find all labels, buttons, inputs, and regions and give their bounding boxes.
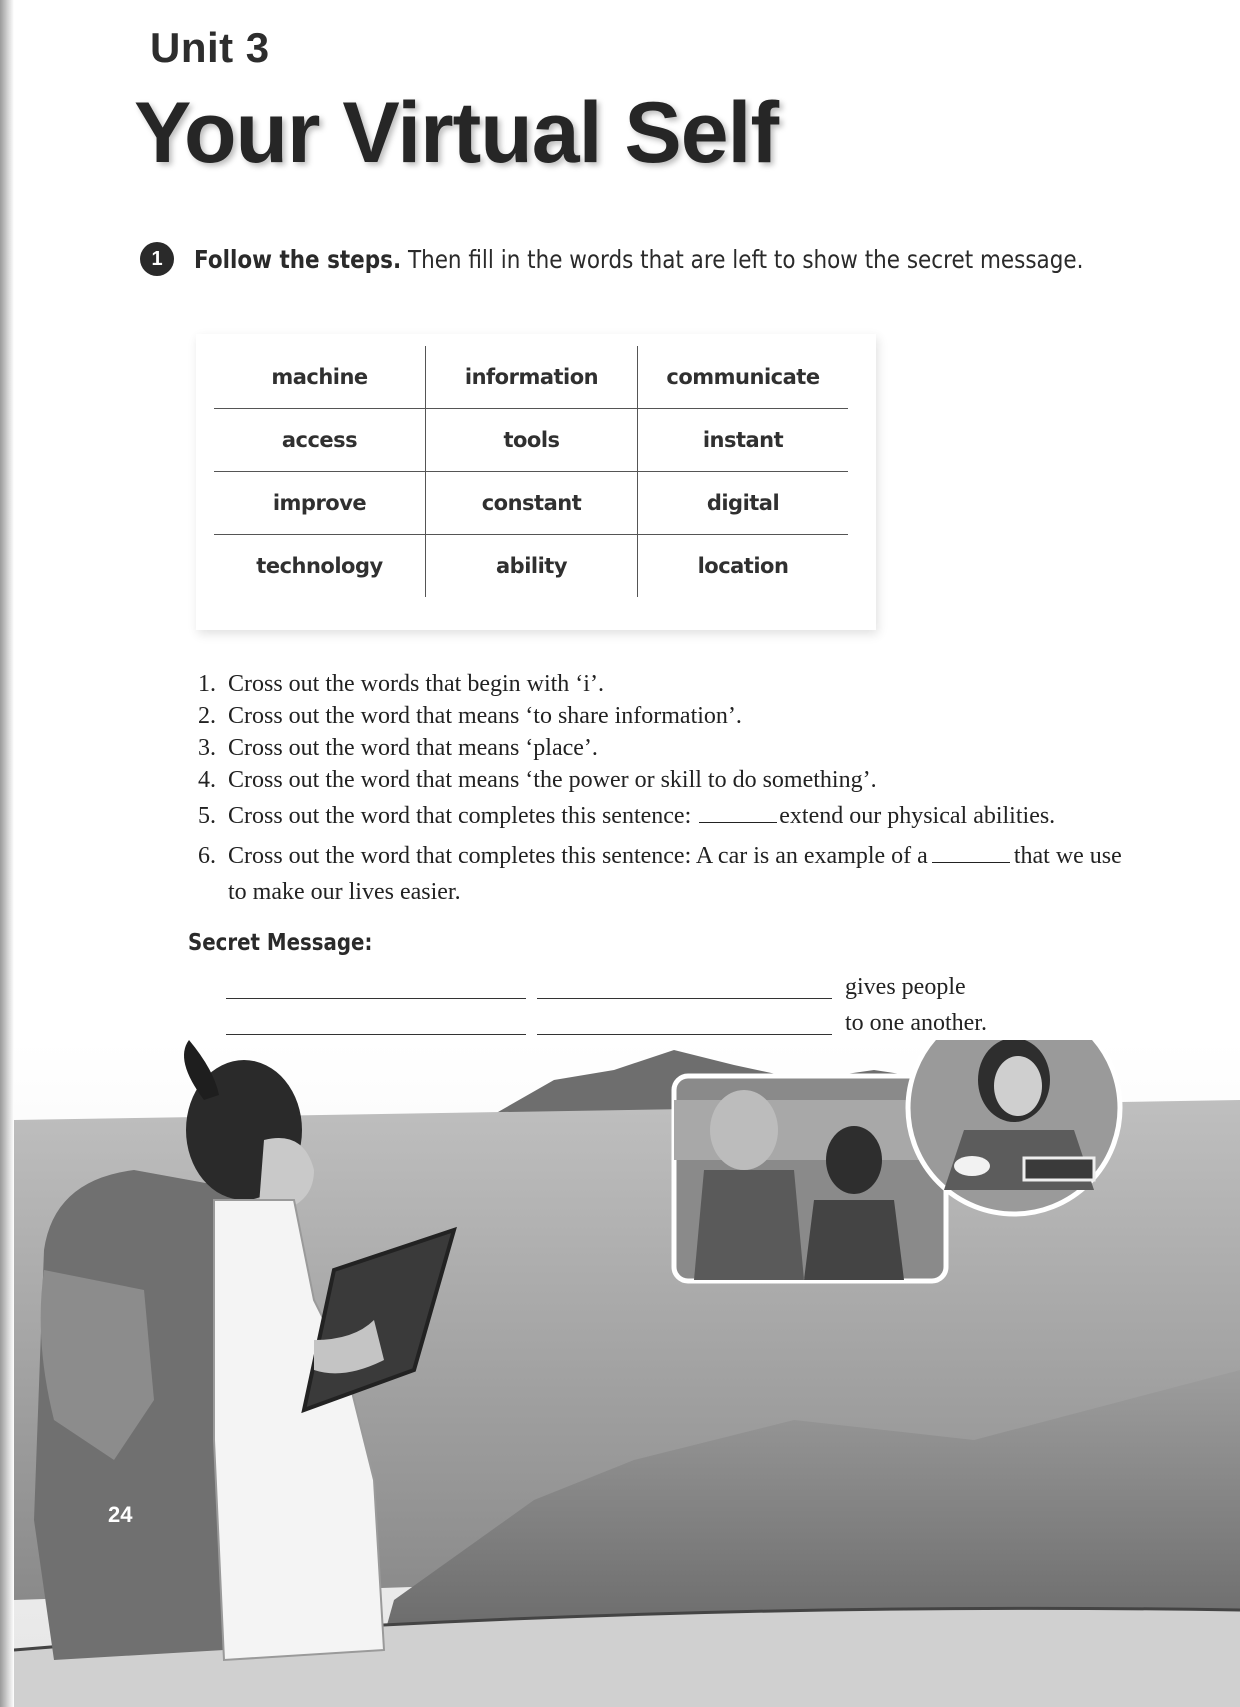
exercise-number-badge: 1 xyxy=(140,242,174,276)
step-text: Cross out the word that completes this sentence: xyxy=(228,803,692,829)
step-text: Cross out the word that completes this sentence: A car is an example of a xyxy=(228,843,928,869)
secret-message-text: gives people xyxy=(845,974,966,1000)
step-item xyxy=(190,732,1170,764)
word-cell[interactable]: access xyxy=(214,409,426,472)
answer-blank[interactable] xyxy=(932,862,1010,863)
step-item xyxy=(190,668,1170,700)
inset-photo-boys xyxy=(674,1076,946,1281)
word-cell[interactable]: tools xyxy=(426,409,638,472)
step-number: 6. xyxy=(198,843,216,869)
word-cell[interactable]: ability xyxy=(426,535,638,597)
word-cell[interactable]: technology xyxy=(214,535,426,597)
secret-message-label: Secret Message: xyxy=(188,930,373,956)
step-item xyxy=(190,838,1128,910)
step-number: 4. xyxy=(198,767,216,793)
page-title: Your Virtual Self xyxy=(134,85,779,181)
steps-list xyxy=(190,668,1170,910)
step-number: 5. xyxy=(198,803,216,829)
instruction-bold: Follow the steps. xyxy=(194,245,402,274)
page-number: 24 xyxy=(108,1502,133,1527)
step-number: 2. xyxy=(198,703,216,729)
step-text-post: extend our physical abilities. xyxy=(779,803,1056,829)
step-item xyxy=(190,700,1170,732)
unit-label: Unit 3 xyxy=(150,24,270,71)
secret-answer-line[interactable] xyxy=(226,1034,526,1035)
word-cell[interactable]: instant xyxy=(638,409,848,472)
word-cell[interactable]: communicate xyxy=(638,346,848,409)
step-text: Cross out the words that begin with ‘i’. xyxy=(228,671,604,697)
step-number: 1. xyxy=(198,671,216,697)
step-number: 3. xyxy=(198,735,216,761)
word-cell[interactable]: machine xyxy=(214,346,426,409)
answer-blank[interactable] xyxy=(699,822,777,823)
word-cell[interactable]: improve xyxy=(214,472,426,535)
step-text-post: that we use to make our lives easier. xyxy=(228,843,1122,905)
step-text: Cross out the word that means ‘the power or skill to do something’. xyxy=(228,767,877,793)
exercise-instruction xyxy=(194,245,1083,274)
page-binding-shadow xyxy=(0,0,14,1707)
step-text: Cross out the word that means ‘place’. xyxy=(228,735,598,761)
word-table-card xyxy=(196,334,876,630)
secret-answer-line[interactable] xyxy=(537,1034,832,1035)
secret-message-text: to one another. xyxy=(845,1010,987,1036)
step-item xyxy=(190,800,1170,832)
instruction-text: Then fill in the words that are left to show the secret message. xyxy=(401,245,1084,274)
word-grid xyxy=(214,346,848,597)
word-cell[interactable]: constant xyxy=(426,472,638,535)
step-item xyxy=(190,764,1170,796)
word-cell[interactable]: information xyxy=(426,346,638,409)
secret-answer-line[interactable] xyxy=(226,998,526,999)
secret-answer-line[interactable] xyxy=(537,998,832,999)
main-photo xyxy=(14,1040,1240,1707)
word-cell[interactable]: digital xyxy=(638,472,848,535)
step-text: Cross out the word that means ‘to share information’. xyxy=(228,703,742,729)
word-cell[interactable]: location xyxy=(697,554,789,578)
